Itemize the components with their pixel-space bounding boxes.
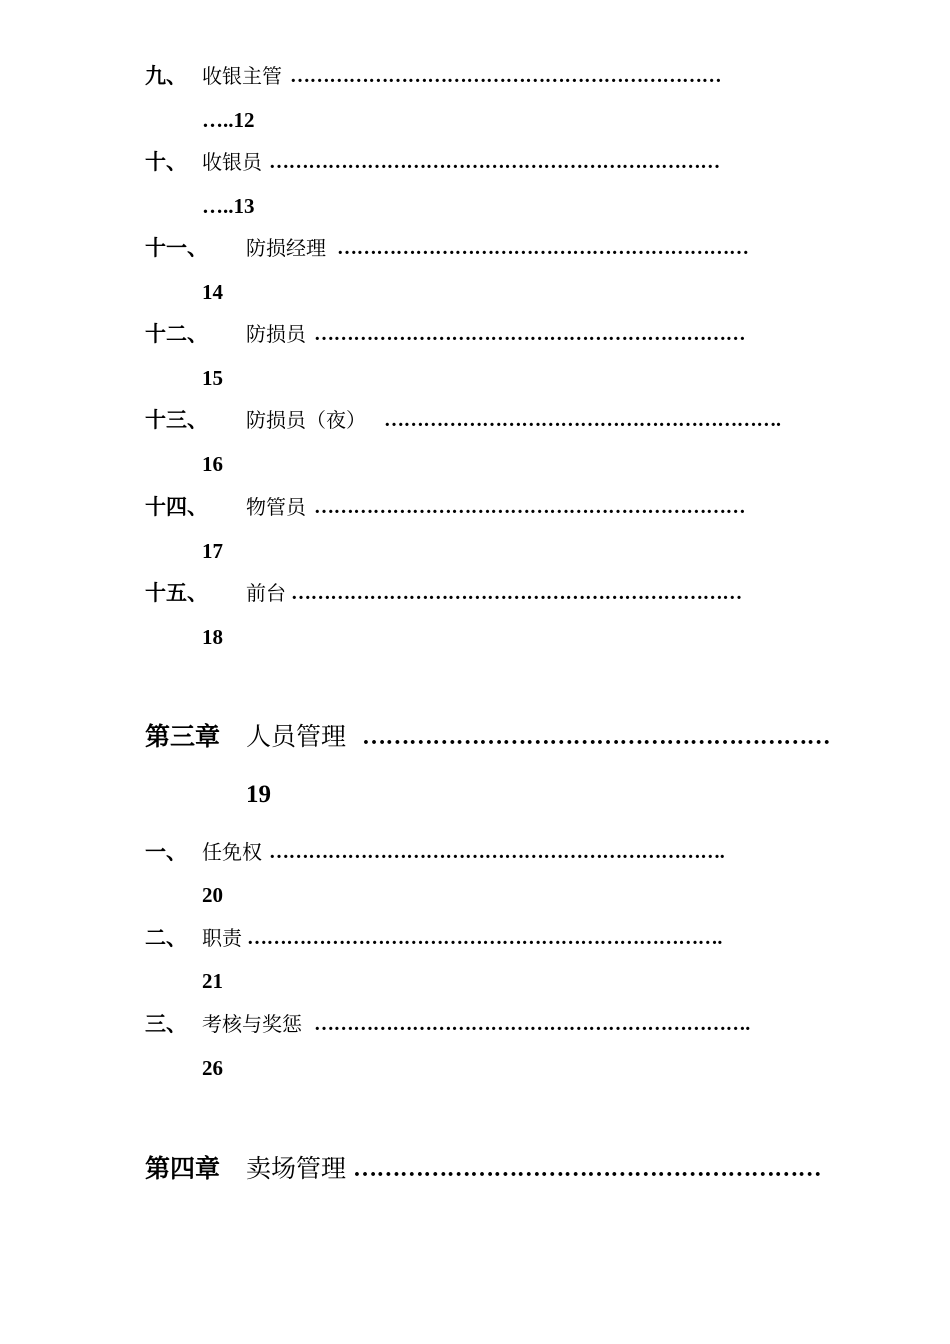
entry-number: 十、 bbox=[145, 150, 187, 174]
entry-number: 一、 bbox=[145, 840, 187, 864]
dot-leader: …………………………………………………………… bbox=[291, 582, 742, 604]
entry-number: 十一、 bbox=[145, 236, 208, 260]
entry-page-number: …..13 bbox=[202, 194, 255, 218]
dot-leader: ………………………………………………………… bbox=[314, 496, 746, 518]
entry-number: 二、 bbox=[145, 926, 187, 950]
entry-title: 防损经理 bbox=[246, 236, 326, 260]
entry-title: 任免权 bbox=[202, 840, 262, 864]
entry-number: 十四、 bbox=[145, 495, 208, 519]
dot-leader: …………………………………………………… bbox=[362, 724, 831, 750]
entry-number: 十二、 bbox=[145, 322, 208, 346]
entry-title: 收银员 bbox=[202, 150, 262, 174]
entry-number: 十五、 bbox=[145, 581, 208, 605]
entry-number: 三、 bbox=[145, 1012, 187, 1036]
chapter-title: 卖场管理 bbox=[246, 1154, 347, 1183]
entry-title: 前台 bbox=[246, 581, 286, 605]
chapter-title: 人员管理 bbox=[246, 722, 347, 751]
entry-number: 九、 bbox=[145, 64, 187, 88]
entry-page-number: …..12 bbox=[202, 108, 255, 132]
dot-leader: ……………………………………………………. bbox=[384, 409, 781, 431]
dot-leader: ………………………………………………………………. bbox=[247, 927, 723, 949]
dot-leader: ………………………………………………………… bbox=[290, 65, 722, 87]
entry-title: 防损员 bbox=[246, 322, 306, 346]
entry-title: 考核与奖惩 bbox=[202, 1012, 302, 1036]
entry-title: 物管员 bbox=[246, 495, 306, 519]
entry-page-number: 16 bbox=[202, 452, 223, 476]
entry-title: 收银主管 bbox=[202, 64, 282, 88]
dot-leader: …………………………………………………………. bbox=[314, 1013, 750, 1035]
dot-leader: …………………………………………………… bbox=[353, 1156, 822, 1182]
chapter-page-number: 19 bbox=[246, 781, 271, 808]
entry-page-number: 15 bbox=[202, 366, 223, 390]
dot-leader: ………………………………………………………… bbox=[314, 323, 746, 345]
entry-page-number: 26 bbox=[202, 1056, 223, 1080]
entry-title: 防损员（夜） bbox=[246, 408, 366, 432]
dot-leader: …………………………………………………………… bbox=[269, 151, 720, 173]
entry-page-number: 20 bbox=[202, 883, 223, 907]
entry-page-number: 18 bbox=[202, 625, 223, 649]
entry-title: 职责 bbox=[202, 926, 242, 950]
chapter-number: 第三章 bbox=[145, 722, 221, 751]
chapter-number: 第四章 bbox=[145, 1154, 221, 1183]
entry-page-number: 17 bbox=[202, 539, 223, 563]
entry-number: 十三、 bbox=[145, 408, 208, 432]
dot-leader: ……………………………………………………………. bbox=[269, 841, 725, 863]
entry-page-number: 14 bbox=[202, 280, 223, 304]
dot-leader: ……………………………………………………… bbox=[337, 237, 749, 259]
entry-page-number: 21 bbox=[202, 969, 223, 993]
